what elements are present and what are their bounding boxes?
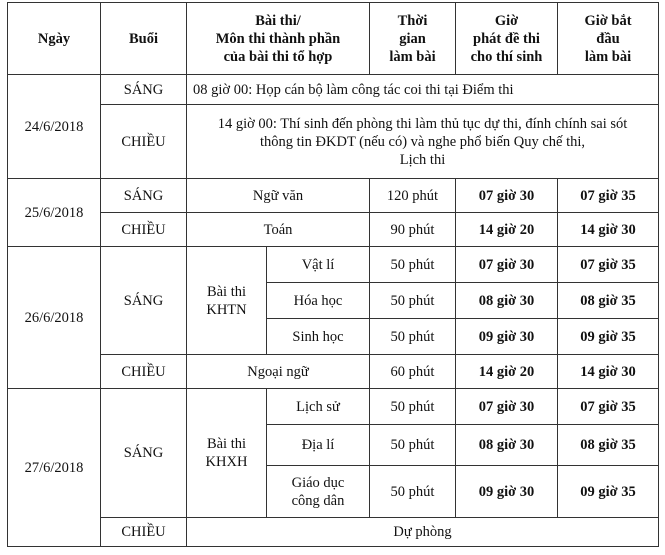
session-cell: CHIỀU <box>101 518 187 547</box>
date-cell: 27/6/2018 <box>8 389 101 547</box>
table-row <box>8 213 659 247</box>
duration-cell: 120 phút <box>370 179 456 213</box>
table-row <box>8 105 659 179</box>
distribution-time-cell: 08 giờ 30 <box>456 425 558 466</box>
duration-cell: 50 phút <box>370 319 456 355</box>
table-row <box>8 179 659 213</box>
distribution-time-cell: 09 giờ 30 <box>456 466 558 518</box>
start-time-cell: 07 giờ 35 <box>558 247 659 283</box>
distribution-time-cell: 08 giờ 30 <box>456 283 558 319</box>
session-cell: CHIỀU <box>101 355 187 389</box>
header-ngay: Ngày <box>8 3 101 75</box>
duration-cell: 50 phút <box>370 283 456 319</box>
subject-cell: Hóa học <box>267 283 370 319</box>
note-cell: Dự phòng <box>187 518 659 547</box>
distribution-time-cell: 07 giờ 30 <box>456 389 558 425</box>
session-cell: CHIỀU <box>101 105 187 179</box>
duration-cell: 90 phút <box>370 213 456 247</box>
date-cell: 26/6/2018 <box>8 247 101 389</box>
subject-cell: Giáo dục công dân <box>267 466 370 518</box>
date-cell: 24/6/2018 <box>8 75 101 179</box>
header-gio-phat-de: Giờ phát đề thi cho thí sinh <box>456 3 558 75</box>
subject-cell: Ngoại ngữ <box>187 355 370 389</box>
header-bai-thi: Bài thi/ Môn thi thành phần của bài thi tổ hợp <box>187 3 370 75</box>
header-gio-bat-dau: Giờ bắt đầu làm bài <box>558 3 659 75</box>
duration-cell: 50 phút <box>370 466 456 518</box>
table-row <box>8 355 659 389</box>
subject-cell: Ngữ văn <box>187 179 370 213</box>
distribution-time-cell: 14 giờ 20 <box>456 213 558 247</box>
table-row <box>8 518 659 547</box>
duration-cell: 60 phút <box>370 355 456 389</box>
table-row <box>8 75 659 105</box>
duration-cell: 50 phút <box>370 389 456 425</box>
header-buoi: Buổi <box>101 3 187 75</box>
start-time-cell: 07 giờ 35 <box>558 179 659 213</box>
session-cell: SÁNG <box>101 247 187 355</box>
distribution-time-cell: 14 giờ 20 <box>456 355 558 389</box>
start-time-cell: 14 giờ 30 <box>558 213 659 247</box>
session-cell: CHIỀU <box>101 213 187 247</box>
subject-cell: Sinh học <box>267 319 370 355</box>
note-cell: 08 giờ 00: Họp cán bộ làm công tác coi thi tại Điểm thi <box>187 75 659 105</box>
start-time-cell: 09 giờ 35 <box>558 319 659 355</box>
start-time-cell: 08 giờ 35 <box>558 283 659 319</box>
session-cell: SÁNG <box>101 389 187 518</box>
start-time-cell: 07 giờ 35 <box>558 389 659 425</box>
session-cell: SÁNG <box>101 75 187 105</box>
session-cell: SÁNG <box>101 179 187 213</box>
table-row <box>8 389 659 425</box>
duration-cell: 50 phút <box>370 247 456 283</box>
note-cell: 14 giờ 00: Thí sinh đến phòng thi làm thủ tục dự thi, đính chính sai sót thông tin ĐKDT (nếu có) và nghe phổ biến Quy chế thi, Lịch thi <box>187 105 659 179</box>
subject-cell: Địa lí <box>267 425 370 466</box>
table-row <box>8 247 659 283</box>
subject-cell: Vật lí <box>267 247 370 283</box>
subject-cell: Lịch sử <box>267 389 370 425</box>
distribution-time-cell: 07 giờ 30 <box>456 179 558 213</box>
group-cell: Bài thi KHTN <box>187 247 267 355</box>
table-header-row <box>8 3 659 75</box>
header-thoi-gian: Thời gian làm bài <box>370 3 456 75</box>
date-cell: 25/6/2018 <box>8 179 101 247</box>
exam-schedule-table <box>7 2 659 547</box>
group-cell: Bài thi KHXH <box>187 389 267 518</box>
distribution-time-cell: 07 giờ 30 <box>456 247 558 283</box>
distribution-time-cell: 09 giờ 30 <box>456 319 558 355</box>
start-time-cell: 08 giờ 35 <box>558 425 659 466</box>
exam-schedule <box>7 2 659 547</box>
start-time-cell: 09 giờ 35 <box>558 466 659 518</box>
duration-cell: 50 phút <box>370 425 456 466</box>
start-time-cell: 14 giờ 30 <box>558 355 659 389</box>
subject-cell: Toán <box>187 213 370 247</box>
